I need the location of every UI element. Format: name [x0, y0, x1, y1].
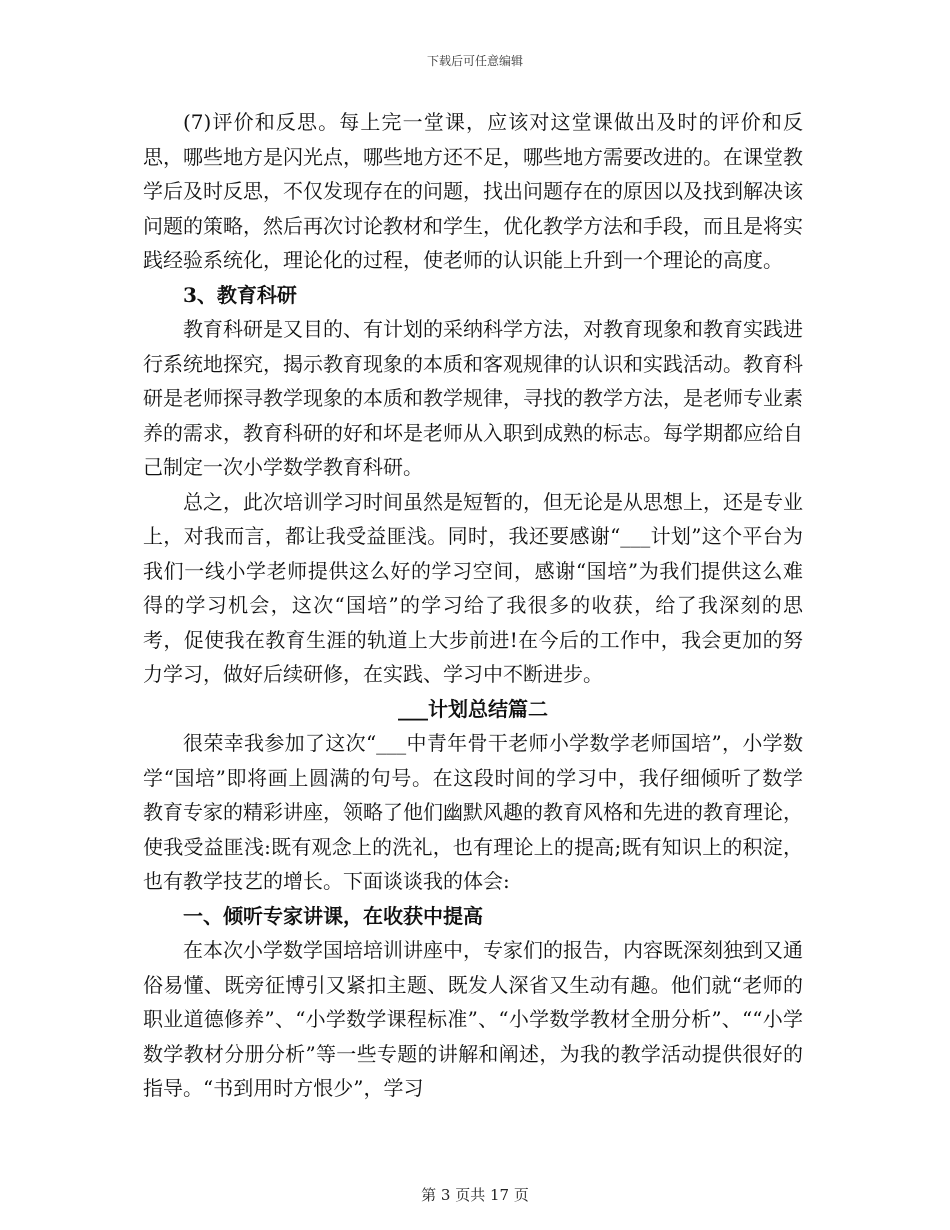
section-heading-listen: 一、倾听专家讲课，在收获中提高 — [183, 903, 483, 928]
paragraph-intro-part-two: 很荣幸我参加了这次“___中青年骨干老师小学数学老师国培”，小学数学“国培”即将画上圆满的句号。在这段时间的学习中，我仔细倾听了数学教育专家的精彩讲座，领略了他们幽默风趣的教育风格和先进的教育理论，使我受益匪浅:既有观念上的洗礼，也有理论上的提高;既有知识上的积淀，也有教学技艺的增长。下面谈谈我的体会: — [143, 731, 803, 893]
paragraph-reflection: (7)评价和反思。每上完一堂课，应该对这堂课做出及时的评价和反思，哪些地方是闪光点，哪些地方还不足，哪些地方需要改进的。在课堂教学后及时反思，不仅发现存在的问题，找出问题存在的原因以及找到解决该问题的策略，然后再次讨论教材和学生，优化教学方法和手段，而且是将实践经验系统化，理论化的过程，使老师的认识能上升到一个理论的高度。 — [143, 110, 803, 272]
section-title-part-two: ___计划总结篇二 — [398, 696, 548, 721]
paragraph-research: 教育科研是又目的、有计划的采纳科学方法，对教育现象和教育实践进行系统地探究，揭示教育现象的本质和客观规律的认识和实践活动。教育科研是老师探寻教学现象的本质和教学规律，寻找的教学方法，是老师专业素养的需求，教育科研的好和坏是老师从入职到成熟的标志。每学期都应给自己制定一次小学数学教育科研。 — [143, 317, 803, 479]
document-body — [143, 105, 803, 1106]
paragraph-lectures: 在本次小学数学国培培训讲座中，专家们的报告，内容既深刻独到又通俗易懂、既旁征博引又紧扣主题、既发人深省又生动有趣。他们就“老师的职业道德修养”、“小学数学课程标准”、“小学数学教材全册分析”、““小学数学教材分册分析”等一些专题的讲解和阐述，为我的教学活动提供很好的指导。“书到用时方恨少”，学习 — [143, 938, 803, 1100]
section-heading-research: 3、教育科研 — [183, 282, 297, 307]
page-header: 下载后可任意编辑 — [426, 54, 523, 68]
page-footer: 第 3 页共 17 页 — [421, 1186, 529, 1204]
paragraph-summary: 总之，此次培训学习时间虽然是短暂的，但无论是从思想上，还是专业上，对我而言，都让我受益匪浅。同时，我还要感谢“___计划”这个平台为我们一线小学老师提供这么好的学习空间，感谢“国培”为我们提供这么难得的学习机会，这次“国培”的学习给了我很多的收获，给了我深刻的思考，促使我在教育生涯的轨道上大步前进!在今后的工作中，我会更加的努力学习，做好后续研修，在实践、学习中不断进步。 — [143, 489, 803, 686]
